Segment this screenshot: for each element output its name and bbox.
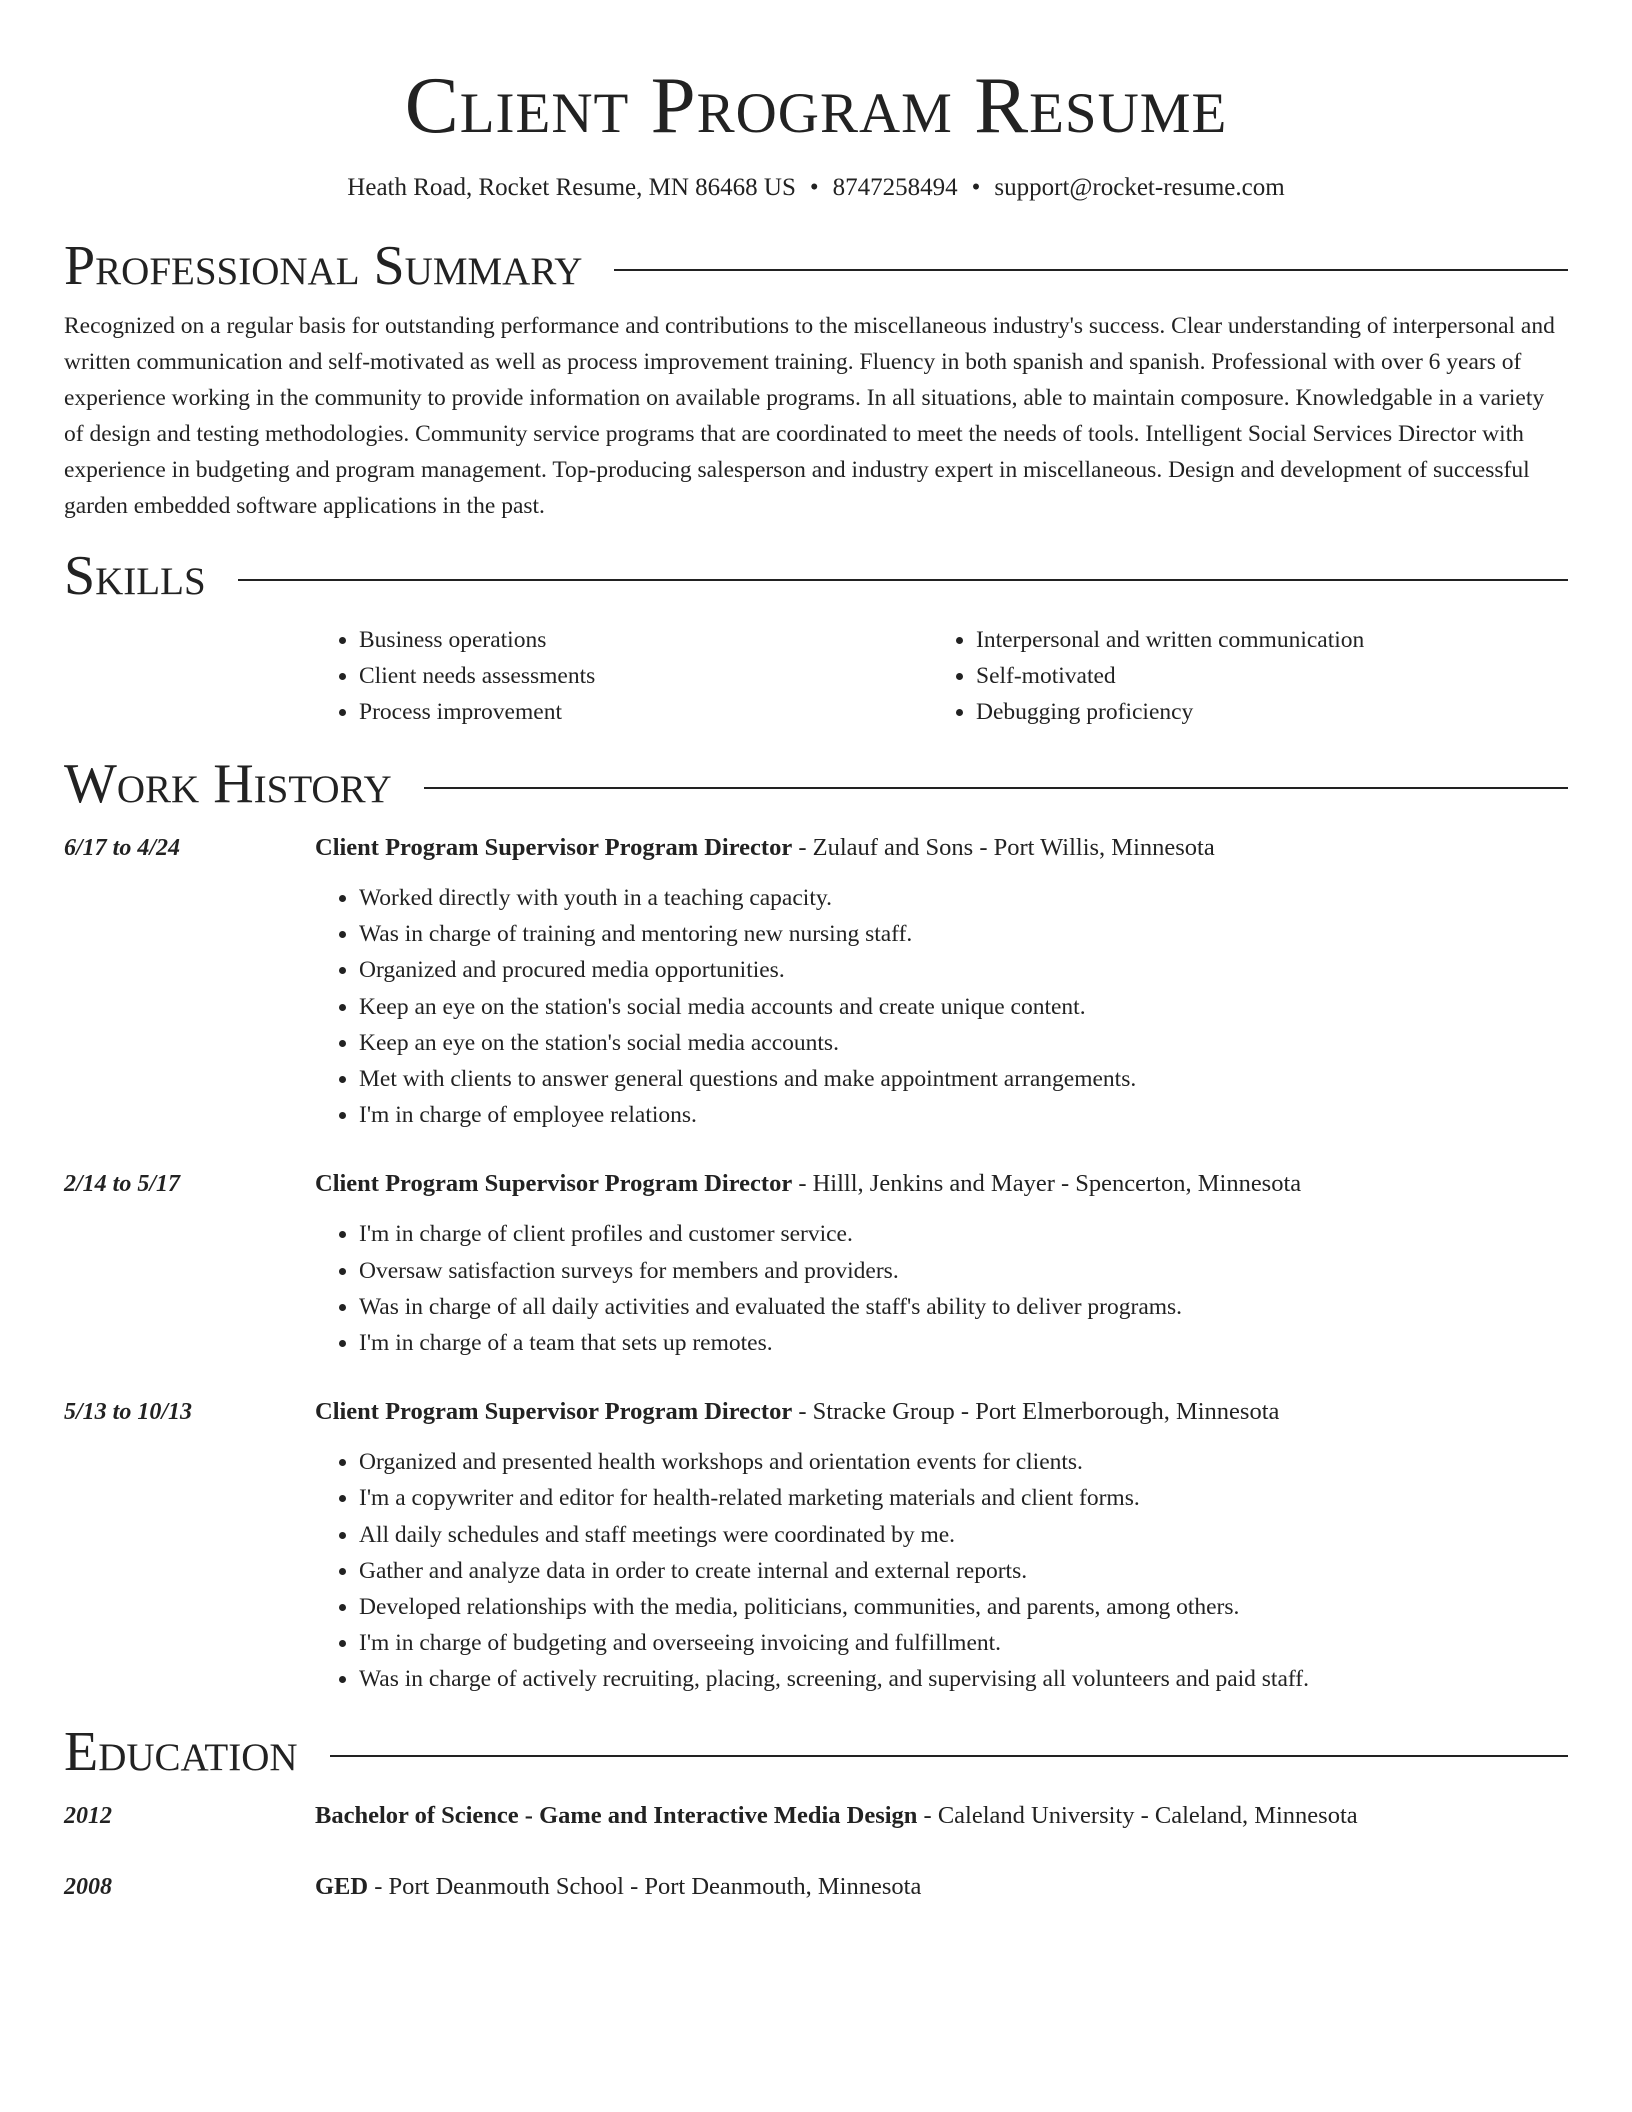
summary-heading: Professional Summary bbox=[64, 235, 583, 297]
job-dates: 2/14 to 5/17 bbox=[64, 1171, 181, 1198]
skill-item: • Interpersonal and written communication bbox=[976, 622, 1549, 658]
job-body bbox=[315, 1166, 1568, 1361]
contact-separator: • bbox=[971, 174, 981, 201]
job-bullet: • All daily schedules and staff meetings were coordinated by me. bbox=[359, 1517, 1568, 1553]
education-year: 2012 bbox=[64, 1802, 112, 1829]
job-bullet: • I'm in charge of client profiles and customer service. bbox=[359, 1216, 1568, 1252]
job-bullet: • Met with clients to answer general questions and make appointment arrangements. bbox=[359, 1061, 1568, 1097]
education-line bbox=[315, 1798, 1568, 1834]
job-title-line bbox=[315, 1394, 1568, 1430]
job-dates: 6/17 to 4/24 bbox=[64, 835, 181, 861]
contact-line bbox=[64, 172, 1568, 204]
skill-item: • Client needs assessments bbox=[359, 658, 932, 694]
job-bullets bbox=[315, 1216, 1568, 1361]
job-body bbox=[315, 830, 1568, 1133]
job-dates: 5/13 to 10/13 bbox=[64, 1399, 193, 1426]
education-entry bbox=[64, 1798, 1568, 1834]
job-bullet: • I'm a copywriter and editor for health-related marketing materials and client forms. bbox=[359, 1480, 1568, 1516]
job-entry bbox=[64, 830, 1568, 1133]
job-details: - Hilll, Jenkins and Mayer - Spencerton, Minnesota bbox=[792, 1170, 1302, 1198]
resume-name: Client Program Resume bbox=[404, 60, 1228, 150]
education-entry bbox=[64, 1869, 1568, 1905]
skills-column-right bbox=[932, 622, 1549, 730]
job-bullet: • Was in charge of actively recruiting, placing, screening, and supervising all volunteers and paid staff. bbox=[359, 1661, 1568, 1697]
contact-separator: • bbox=[809, 174, 819, 201]
summary-section-header bbox=[64, 234, 1568, 298]
resume-page bbox=[64, 0, 1568, 1905]
job-title: Client Program Supervisor Program Director bbox=[315, 1398, 793, 1426]
job-details: - Zulauf and Sons - Port Willis, Minnesota bbox=[792, 834, 1215, 861]
job-bullet: • Developed relationships with the media, politicians, communities, and parents, among others. bbox=[359, 1589, 1568, 1625]
contact-email: support@rocket-resume.com bbox=[994, 174, 1285, 201]
education-degree: Bachelor of Science - Game and Interactive Media Design bbox=[315, 1801, 918, 1829]
job-title: Client Program Supervisor Program Director bbox=[315, 1170, 793, 1198]
job-bullet: • Keep an eye on the station's social media accounts and create unique content. bbox=[359, 989, 1568, 1025]
job-bullets bbox=[315, 880, 1568, 1133]
section-divider bbox=[238, 579, 1568, 581]
section-divider bbox=[614, 269, 1568, 271]
job-bullet: • I'm in charge of budgeting and overseeing invoicing and fulfillment. bbox=[359, 1625, 1568, 1661]
contact-phone: 8747258494 bbox=[832, 174, 958, 201]
job-details: - Stracke Group - Port Elmerborough, Minnesota bbox=[792, 1398, 1280, 1426]
education-body bbox=[315, 1869, 1568, 1905]
job-body bbox=[315, 1394, 1568, 1697]
skills-heading: Skills bbox=[64, 545, 206, 607]
job-title-line bbox=[315, 1166, 1568, 1202]
education-details: - Caleland University - Caleland, Minnesota bbox=[917, 1801, 1358, 1829]
job-bullets bbox=[315, 1444, 1568, 1697]
education-details: - Port Deanmouth School - Port Deanmouth, Minnesota bbox=[368, 1872, 922, 1900]
education-body bbox=[315, 1798, 1568, 1834]
skills-column-left bbox=[315, 622, 932, 730]
job-title-line bbox=[315, 830, 1568, 866]
job-title: Client Program Supervisor Program Director bbox=[315, 834, 793, 861]
section-divider bbox=[424, 787, 1568, 789]
job-bullet: • Organized and procured media opportunities. bbox=[359, 952, 1568, 988]
job-bullet: • Organized and presented health workshops and orientation events for clients. bbox=[359, 1444, 1568, 1480]
job-bullet: • Worked directly with youth in a teaching capacity. bbox=[359, 880, 1568, 916]
education-year: 2008 bbox=[64, 1873, 112, 1900]
skill-item: • Business operations bbox=[359, 622, 932, 658]
education-section-header bbox=[64, 1720, 1568, 1784]
skills-section-header bbox=[64, 544, 1568, 608]
contact-address: Heath Road, Rocket Resume, MN 86468 US bbox=[347, 174, 796, 201]
education-heading: Education bbox=[64, 1720, 298, 1783]
work-section-header bbox=[64, 752, 1568, 816]
job-entry bbox=[64, 1166, 1568, 1361]
job-bullet: • Was in charge of training and mentoring new nursing staff. bbox=[359, 916, 1568, 952]
job-bullet: • I'm in charge of employee relations. bbox=[359, 1097, 1568, 1133]
job-bullet: • Was in charge of all daily activities and evaluated the staff's ability to deliver programs. bbox=[359, 1289, 1568, 1325]
skill-item: • Process improvement bbox=[359, 694, 932, 730]
job-bullet: • Oversaw satisfaction surveys for members and providers. bbox=[359, 1253, 1568, 1289]
job-bullet: • I'm in charge of a team that sets up remotes. bbox=[359, 1325, 1568, 1361]
job-bullet: • Gather and analyze data in order to create internal and external reports. bbox=[359, 1553, 1568, 1589]
education-line bbox=[315, 1869, 1568, 1905]
skill-item: • Self-motivated bbox=[976, 658, 1549, 694]
work-heading: Work History bbox=[64, 753, 392, 815]
summary-text: Recognized on a regular basis for outstanding performance and contributions to the miscellaneous industry's success. Clear understanding of interpersonal and written communication and self-motivated as well as process improvement training. Fluency in both spanish and spanish. Professional with over 6 years of experience working in the community to provide information on available programs. In all situations, able to maintain composure. Knowledgable in a variety of design and testing methodologies. Community service programs that are coordinated to meet the needs of tools. Intelligent Social Services Director with experience in budgeting and program management. Top-producing salesperson and industry expert in miscellaneous. Design and development of successful garden embedded software applications in the past. bbox=[64, 313, 1555, 519]
skills-list bbox=[315, 622, 1568, 730]
job-bullet: • Keep an eye on the station's social media accounts. bbox=[359, 1025, 1568, 1061]
job-entry bbox=[64, 1394, 1568, 1697]
skill-item: • Debugging proficiency bbox=[976, 694, 1549, 730]
education-degree: GED bbox=[315, 1872, 369, 1900]
section-divider bbox=[330, 1755, 1568, 1757]
